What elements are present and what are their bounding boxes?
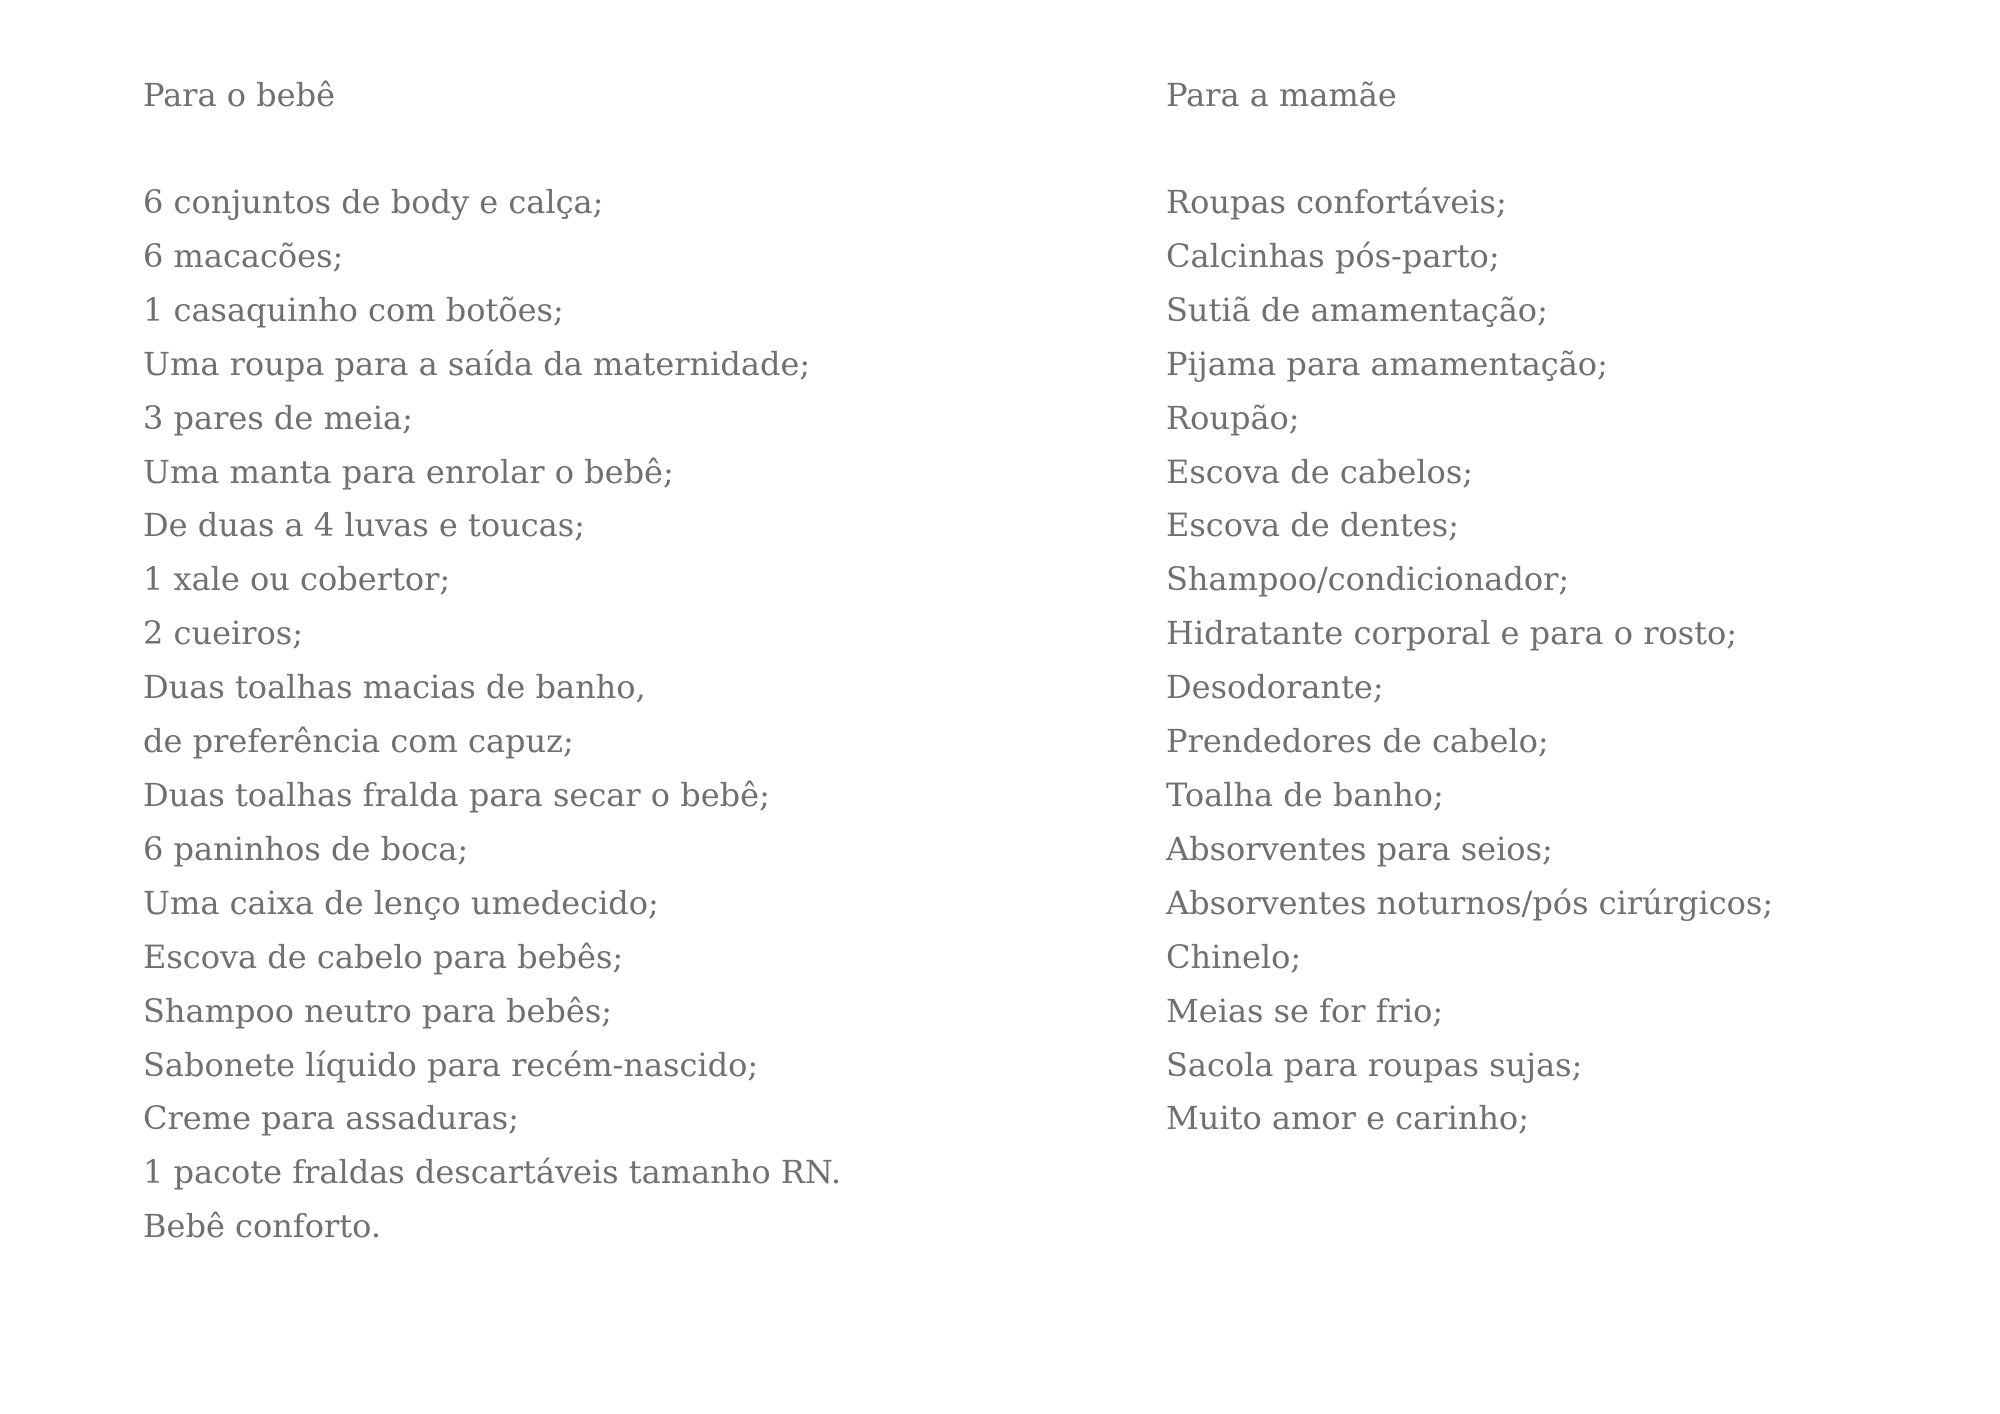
baby-list-item: de preferência com capuz; — [143, 722, 574, 761]
mom-item-list — [1166, 176, 1966, 1146]
mom-list-item: Prendedores de cabelo; — [1166, 722, 1549, 761]
baby-list-item: 1 xale ou cobertor; — [143, 560, 451, 599]
mom-list-item: Desodorante; — [1166, 668, 1384, 707]
mom-column — [1166, 68, 1966, 1146]
mom-list-item: Calcinhas pós-parto; — [1166, 236, 1500, 275]
baby-list-item: 1 pacote fraldas descartáveis tamanho RN. — [143, 1153, 842, 1192]
mom-list-item: Meias se for frio; — [1166, 991, 1444, 1030]
baby-list-item: 1 casaquinho com botões; — [143, 290, 564, 329]
baby-column-title: Para o bebê — [143, 76, 335, 114]
baby-item-list — [143, 176, 1043, 1254]
baby-list-item: 3 pares de meia; — [143, 398, 413, 437]
baby-list-item: 6 macacões; — [143, 236, 344, 275]
baby-list-item: Escova de cabelo para bebês; — [143, 937, 624, 976]
mom-column-title: Para a mamãe — [1166, 76, 1397, 114]
baby-list-item: Uma manta para enrolar o bebê; — [143, 452, 674, 491]
baby-list-item: Duas toalhas fralda para secar o bebê; — [143, 775, 770, 814]
baby-list-item: Uma caixa de lenço umedecido; — [143, 883, 659, 922]
mom-list-item: Shampoo/condicionador; — [1166, 560, 1570, 599]
baby-list-item: Creme para assaduras; — [143, 1099, 519, 1138]
baby-list-item: 6 paninhos de boca; — [143, 829, 469, 868]
mom-list-item: Absorventes para seios; — [1166, 829, 1553, 868]
mom-list-item: Sutiã de amamentação; — [1166, 290, 1548, 329]
baby-list-item: 6 conjuntos de body e calça; — [143, 183, 604, 221]
mom-list-item: Roupas confortáveis; — [1166, 183, 1507, 221]
baby-list-item: 2 cueiros; — [143, 614, 303, 653]
mom-list-item: Sacola para roupas sujas; — [1166, 1045, 1583, 1084]
mom-list-item: Pijama para amamentação; — [1166, 344, 1608, 383]
mom-list-item: Absorventes noturnos/pós cirúrgicos; — [1166, 883, 1774, 922]
baby-list-item: De duas a 4 luvas e toucas; — [143, 506, 585, 545]
mom-list-item: Muito amor e carinho; — [1166, 1099, 1529, 1138]
baby-list-item: Duas toalhas macias de banho, — [143, 668, 646, 707]
mom-list-item: Escova de dentes; — [1166, 506, 1459, 545]
baby-column — [143, 68, 1043, 1254]
mom-list-item: Toalha de banho; — [1166, 775, 1444, 814]
mom-list-item: Escova de cabelos; — [1166, 452, 1474, 491]
mom-list-item: Chinelo; — [1166, 937, 1302, 976]
mom-list-item: Roupão; — [1166, 398, 1300, 437]
baby-list-item: Shampoo neutro para bebês; — [143, 991, 613, 1030]
baby-list-item: Uma roupa para a saída da maternidade; — [143, 344, 811, 383]
baby-list-item: Bebê conforto. — [143, 1207, 381, 1246]
mom-list-item: Hidratante corporal e para o rosto; — [1166, 614, 1738, 653]
baby-list-item: Sabonete líquido para recém-nascido; — [143, 1045, 759, 1084]
